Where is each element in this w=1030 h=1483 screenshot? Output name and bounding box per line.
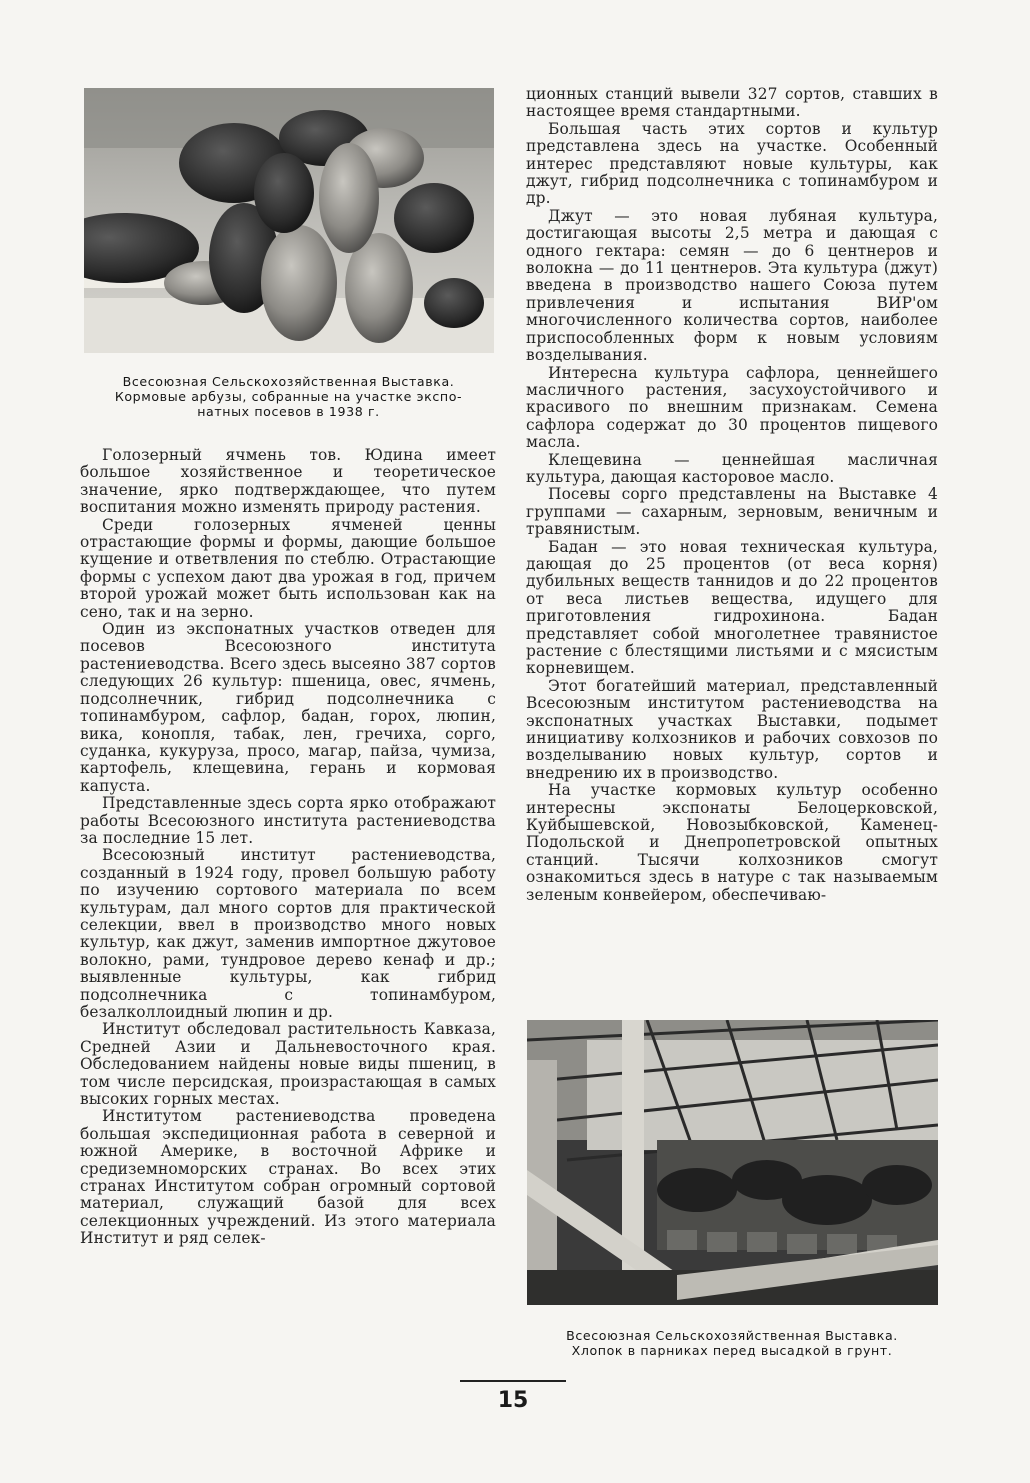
paragraph: Этот богатейший материал, представленный Всесоюзным институтом растениеводства на экспонатных участках Выставки, подымет инициативу колхозников и рабочих совхозов по возделыванию новых культур, сортов и внедрению их в производство. <box>526 676 938 782</box>
page-number-rule <box>460 1380 566 1382</box>
paragraph: Институтом растениеводства проведена большая экспедиционная работа в северной и южной Америке, в восточной Африке и средиземноморских странах. Во всех этих странах Институтом собран огромный сортовой материал, служащий базой для всех селекционных учреждений. Из этого материала Институт и ряд селек- <box>80 1107 496 1248</box>
watermelons-photo <box>84 88 494 353</box>
greenhouse-illustration <box>527 1020 938 1305</box>
left-text-column <box>80 447 496 1248</box>
paragraph: Голозерный ячмень тов. Юдина имеет большое хозяйственное и теоретическое значение, ярко подтверждающее, что путем воспитания можно изменять природу растения. <box>80 446 496 517</box>
paragraph: ционных станций вывели 327 сортов, ставших в настоящее время стандартными. <box>526 85 938 121</box>
paragraph: Среди голозерных ячменей ценны отрастающие формы и формы, дающие большое кущение и ответвления по стеблю. Отрастающие формы с успехом дают два урожая в год, причем второй урожай может быть использован как на сено, так и на зерно. <box>80 515 496 621</box>
paragraph: Большая часть этих сортов и культур представлена здесь на участке. Особенный интерес представляют новые культуры, как джут, гибрид подсолнечника с топинамбуром и др. <box>526 119 938 208</box>
paragraph: Один из экспонатных участков отведен для посевов Всесоюзного института растениеводства. Всего здесь высеяно 387 сортов следующих 26 культур: пшеница, овес, ячмень, подсолнечник, гибрид подсолнечника с топинамбуром, сафлор, бадан, горох, люпин, вика, конопля, табак, лен, гречиха, сорго, суданка, кукуруза, просо, магар, пайза, чумиза, картофель, клещевина, герань и кормовая капуста. <box>80 620 496 795</box>
caption-line: Хлопок в парниках перед высадкой в грунт. <box>571 1343 893 1358</box>
page-number: 15 <box>497 1388 529 1413</box>
watermelons-illustration <box>84 88 494 353</box>
caption-line: натных посевов в 1938 г. <box>197 404 380 419</box>
paragraph: Представленные здесь сорта ярко отображают работы Всесоюзного института растениеводства за последние 15 лет. <box>80 794 496 847</box>
paragraph: Всесоюзный институт растениеводства, созданный в 1924 году, провел большую работу по изучению сортового материала по всем культурам, дал много сортов для практической селекции, ввел в производство много новых культур, как джут, заменив импортное джутовое волокно, рами, тундровое дерево кенаф и др.; выявленные культуры, как гибрид подсолнечника с топинамбуром, безалколлоидный люпин и др. <box>80 846 496 1021</box>
greenhouse-photo <box>527 1020 938 1305</box>
paragraph: На участке кормовых культур особенно интересны экспонаты Белоцерковской, Куйбышевской, Новозыбковской, Каменец-Подольской и Днепропетровской опытных станций. Тысячи колхозников смогут ознакомиться здесь в натуре с так называемым зеленым конвейером, обеспечиваю- <box>526 781 938 904</box>
paragraph: Институт обследовал растительность Кавказа, Средней Азии и Дальневосточного края. Обследованием найдены новые виды пшениц, в том числе персидская, произрастающая в самых высоких горных местах. <box>80 1020 496 1109</box>
paragraph: Джут — это новая лубяная культура, достигающая высоты 2,5 метра и дающая с одного гектара: семян — до 6 центнеров и волокна — до 11 центнеров. Эта культура (джут) введена в производство нашего Союза путем привлечения и испытания ВИР'ом многочисленного количества сортов, наиболее приспособленных форм к новым условиям возделывания. <box>526 206 938 365</box>
caption-line: Кормовые арбузы, собранные на участке экспо- <box>114 389 463 404</box>
greenhouse-caption <box>512 1328 952 1358</box>
watermelons-caption <box>76 374 501 419</box>
caption-line: Всесоюзная Сельскохозяйственная Выставка. <box>122 374 455 389</box>
paragraph: Бадан — это новая техническая культура, дающая до 25 процентов (от веса корня) дубильных веществ таннидов и до 22 процентов от веса листьев вещества, идущего для приготовления гидрохинона. Бадан представляет собой многолетнее травянистое растение с блестящими листьями и с мясистым корневищем. <box>526 537 938 678</box>
paragraph: Интересна культура сафлора, ценнейшего масличного растения, засухоустойчивого и красивого по внешним признакам. Семена сафлора содержат до 30 процентов пищевого масла. <box>526 363 938 452</box>
right-text-column <box>526 86 938 904</box>
paragraph: Клещевина — ценнейшая масличная культура, дающая касторовое масло. <box>526 450 938 486</box>
paragraph: Посевы сорго представлены на Выставке 4 группами — сахарным, зерновым, веничным и травянистым. <box>526 485 938 539</box>
caption-line: Всесоюзная Сельскохозяйственная Выставка. <box>566 1328 898 1343</box>
